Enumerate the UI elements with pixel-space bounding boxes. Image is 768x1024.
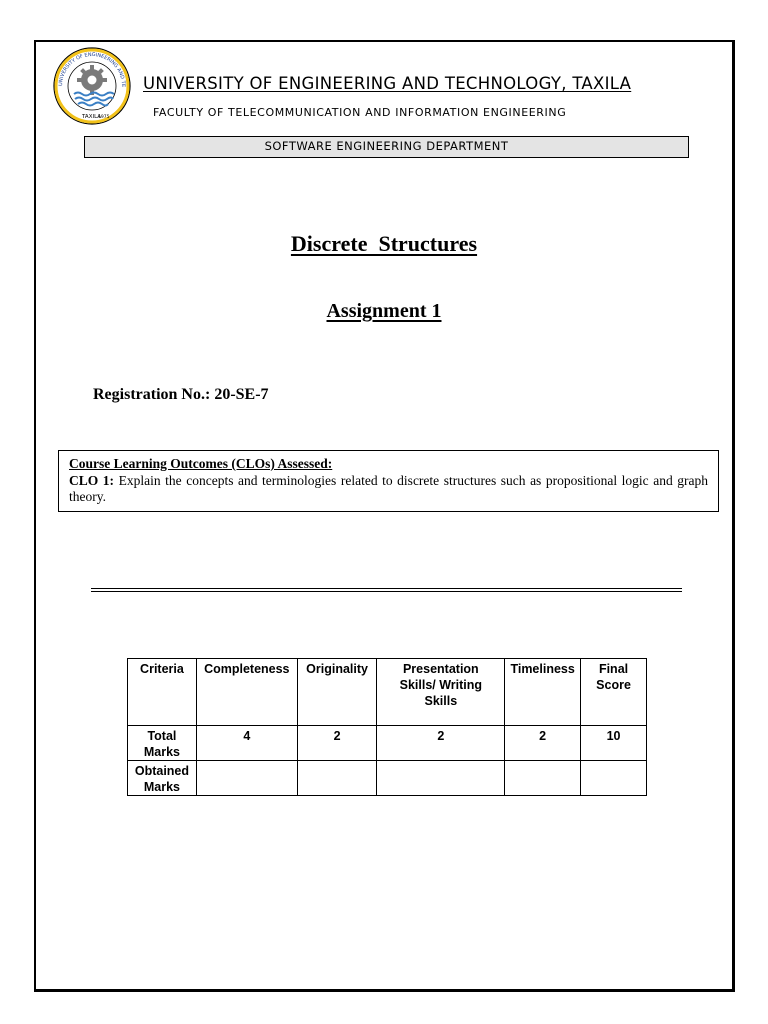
- table-cell: Total Marks: [128, 726, 197, 761]
- table-cell: Obtained Marks: [128, 761, 197, 796]
- table-row: [128, 761, 647, 796]
- table-cell: 4: [196, 726, 297, 761]
- table-cell: 2: [505, 726, 581, 761]
- svg-text:1975: 1975: [98, 115, 110, 120]
- clo-box: [58, 450, 719, 512]
- clo-description: Explain the concepts and terminologies related to discrete structures such as propositional logic and graph theory.: [69, 472, 709, 504]
- table-cell: 2: [377, 726, 505, 761]
- table-cell[interactable]: [377, 761, 505, 796]
- department-banner: SOFTWARE ENGINEERING DEPARTMENT: [84, 136, 689, 158]
- table-row: [128, 726, 647, 761]
- table-header-cell: Timeliness: [505, 659, 581, 726]
- registration-label: Registration No.:: [93, 386, 211, 403]
- clo-label: CLO 1:: [69, 472, 115, 488]
- faculty-name: FACULTY OF TELECOMMUNICATION AND INFORMATION ENGINEERING: [153, 106, 567, 119]
- registration-value: 20-SE-7: [214, 386, 269, 403]
- table-cell[interactable]: [581, 761, 647, 796]
- course-title: Discrete Structures: [290, 231, 478, 256]
- table-cell: 2: [297, 726, 377, 761]
- table-header-cell: Final Score: [581, 659, 647, 726]
- assignment-title: Assignment 1: [326, 300, 442, 322]
- svg-text:UNIVERSITY OF ENGINEERING AND: UNIVERSITY OF ENGINEERING AND TE: [57, 51, 127, 88]
- svg-text:TAXILA: TAXILA: [82, 114, 102, 120]
- table-header-cell: Presentation Skills/ Writing Skills: [377, 659, 505, 726]
- table-header-cell: Criteria: [128, 659, 197, 726]
- divider-line: [91, 588, 682, 589]
- divider-line: [91, 591, 682, 592]
- clo-heading: Course Learning Outcomes (CLOs) Assessed:: [69, 456, 333, 471]
- university-logo: [50, 46, 134, 126]
- table-cell: 10: [581, 726, 647, 761]
- university-name: UNIVERSITY OF ENGINEERING AND TECHNOLOGY, TAXILA: [143, 74, 632, 93]
- table-cell[interactable]: [297, 761, 377, 796]
- table-header-cell: Originality: [297, 659, 377, 726]
- table-cell[interactable]: [505, 761, 581, 796]
- page-border: [34, 40, 735, 992]
- table-header-row: [128, 659, 647, 726]
- clo-text: [69, 473, 708, 506]
- marks-table: [127, 658, 647, 796]
- table-header-cell: Completeness: [196, 659, 297, 726]
- table-cell[interactable]: [196, 761, 297, 796]
- registration-number: [93, 386, 269, 404]
